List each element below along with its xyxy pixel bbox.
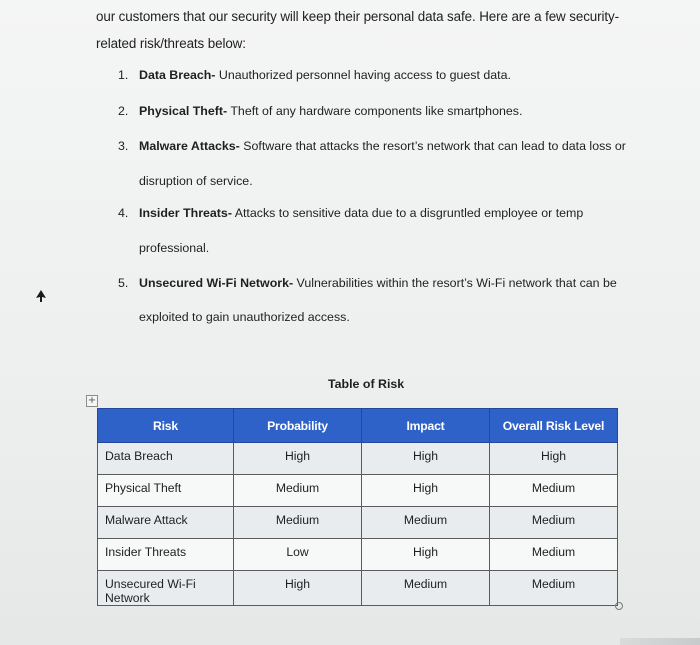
list-number: 1. [118,68,129,82]
table-row [98,507,618,539]
risk-list-item-5-continuation: exploited to gain unauthorized access. [139,310,350,324]
window-edge-strip [620,638,700,645]
table-cell-impact: High [362,475,490,507]
risk-term: Malware Attacks- [139,139,240,153]
risk-list-item-5 [118,276,617,290]
risk-term: Unsecured Wi-Fi Network- [139,276,294,290]
table-cell-probability: High [234,443,362,475]
column-header-probability: Probability [234,409,362,443]
table-header-row [98,409,618,443]
risk-description: Vulnerabilities within the resort’s Wi-Fi network that can be [293,276,617,290]
column-header-risk: Risk [98,409,234,443]
risk-term: Data Breach- [139,68,216,82]
table-cell-impact: High [362,539,490,571]
table-row [98,475,618,507]
table-cell-overall: Medium [490,539,618,571]
risk-term: Physical Theft- [139,104,228,118]
column-header-overall-risk-level: Overall Risk Level [490,409,618,443]
table-cell-overall: Medium [490,507,618,539]
table-cell-probability: High [234,571,362,606]
table-cell-risk: Data Breach [98,443,234,475]
table-cell-impact: Medium [362,571,490,606]
list-number: 4. [118,206,129,220]
table-resize-handle-icon[interactable] [615,602,623,610]
table-cell-impact: Medium [362,507,490,539]
table-cell-risk: Insider Threats [98,539,234,571]
table-cell-overall: Medium [490,475,618,507]
risk-description: Theft of any hardware components like smartphones. [227,104,523,118]
table-cell-impact: High [362,443,490,475]
table-cell-risk: Malware Attack [98,507,234,539]
risk-list-item-3-continuation: disruption of service. [139,174,253,188]
risk-description: Software that attacks the resort’s network that can lead to data loss or [239,139,626,153]
table-cell-overall: Medium [490,571,618,606]
risk-description: Attacks to sensitive data due to a disgruntled employee or temp [231,206,584,220]
risk-list-item-4-continuation: professional. [139,241,210,255]
risk-list-item-2 [118,104,522,118]
table-row [98,539,618,571]
table-row [98,443,618,475]
arrow-cursor-icon [35,290,47,302]
list-number: 5. [118,276,129,290]
list-number: 2. [118,104,129,118]
risk-list-item-1 [118,68,511,82]
risk-table [97,408,618,606]
table-cell-risk: Physical Theft [98,475,234,507]
table-move-handle-icon[interactable]: + [87,395,97,406]
table-title: Table of Risk [328,377,405,391]
risk-term: Insider Threats- [139,206,232,220]
table-cell-probability: Medium [234,507,362,539]
intro-line-1: our customers that our security will keep their personal data safe. Here are a few security- [96,9,619,24]
table-cell-risk: Unsecured Wi-Fi Network [98,571,234,606]
risk-list-item-4 [118,206,583,220]
table-cell-overall: High [490,443,618,475]
risk-list-item-3 [118,139,626,153]
risk-description: Unauthorized personnel having access to guest data. [215,68,511,82]
table-cell-probability: Low [234,539,362,571]
intro-line-2: related risk/threats below: [96,36,246,51]
list-number: 3. [118,139,129,153]
table-row [98,571,618,606]
table-cell-probability: Medium [234,475,362,507]
column-header-impact: Impact [362,409,490,443]
